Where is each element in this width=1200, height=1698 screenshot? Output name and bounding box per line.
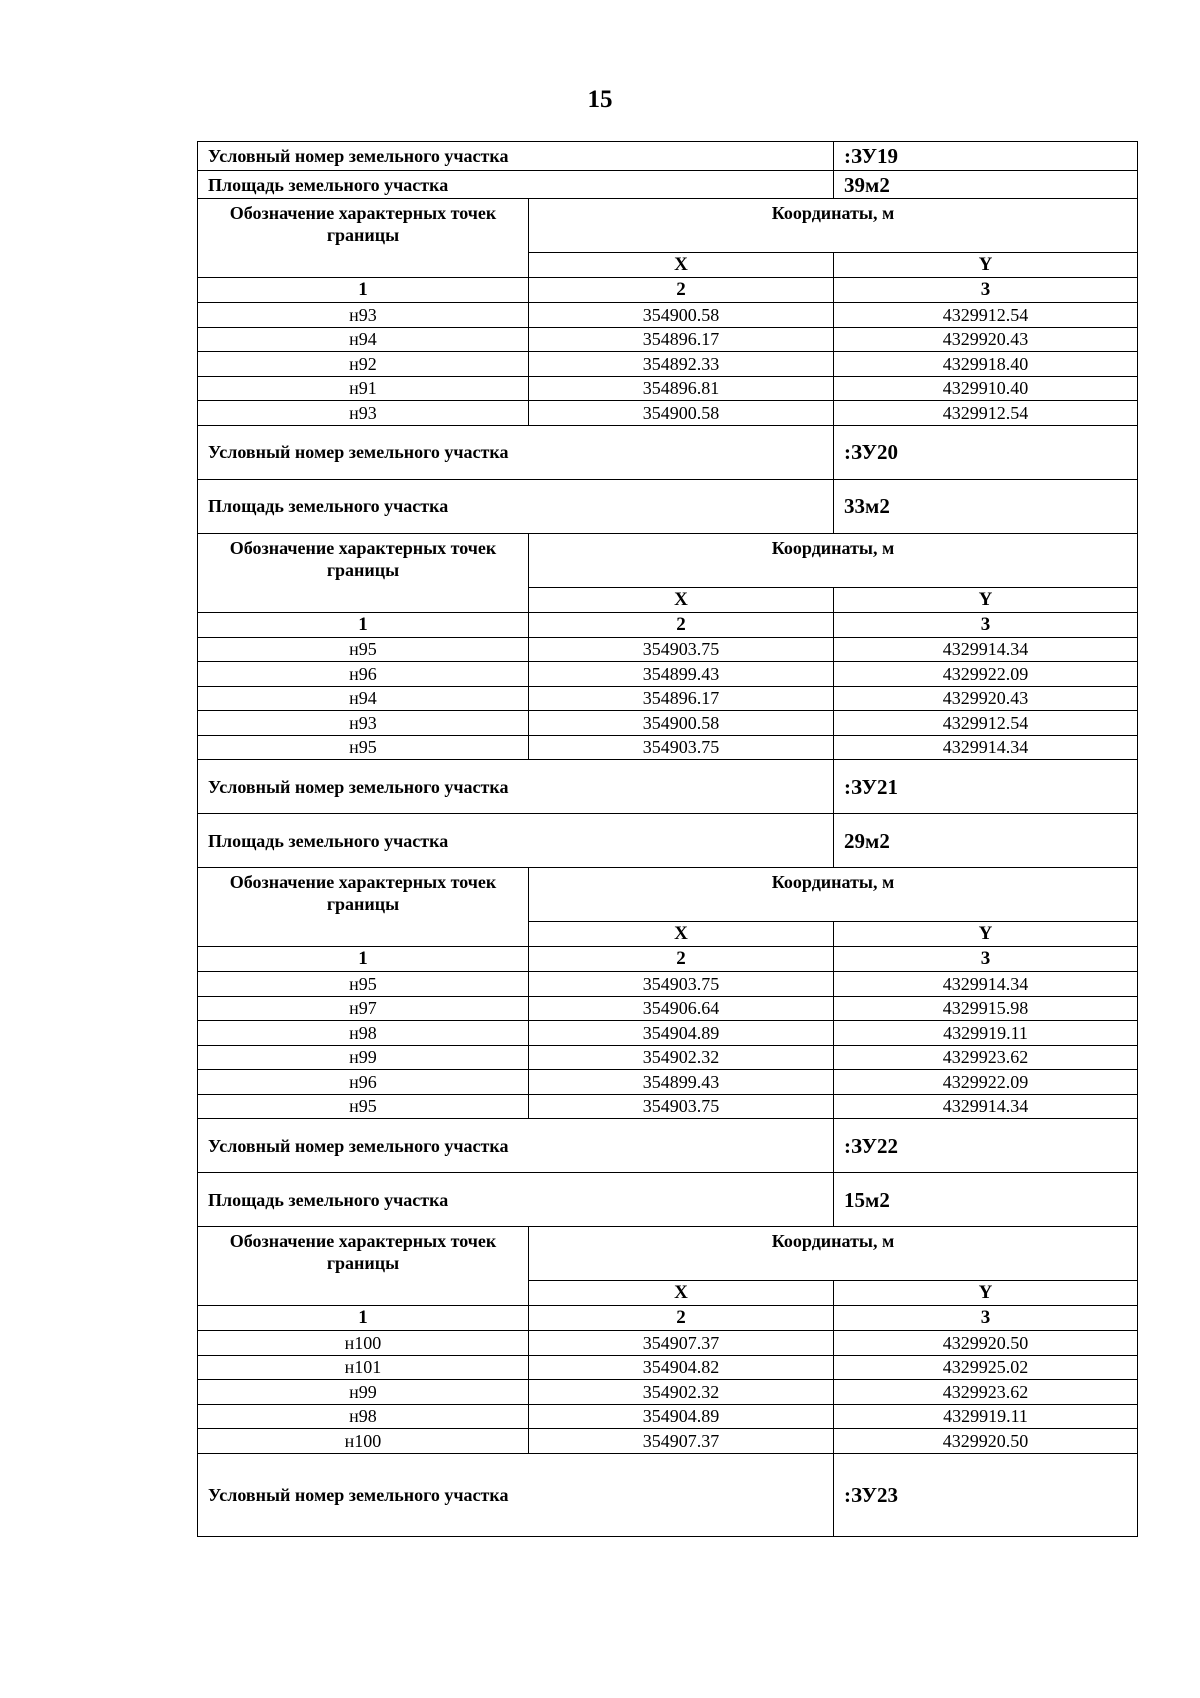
parcel-number-value: :ЗУ20: [834, 425, 1138, 479]
point-y: 4329923.62: [834, 1045, 1138, 1070]
point-name: н96: [198, 1070, 529, 1095]
parcel-area-value: 29м2: [834, 814, 1138, 868]
point-y: 4329918.40: [834, 352, 1138, 377]
point-name: н98: [198, 1021, 529, 1046]
table-row: [198, 662, 1138, 687]
column-number: 3: [834, 947, 1138, 972]
point-y: 4329915.98: [834, 996, 1138, 1021]
point-x: 354903.75: [529, 972, 834, 997]
point-x: 354903.75: [529, 1094, 834, 1119]
parcel-area-row: [198, 814, 1138, 868]
parcel-number-value: :ЗУ23: [834, 1453, 1138, 1536]
column-number: 2: [529, 612, 834, 637]
table-row: [198, 1021, 1138, 1046]
column-number-row: [198, 1306, 1138, 1331]
parcel-number-label: Условный номер земельного участка: [198, 142, 834, 171]
point-x: 354903.75: [529, 735, 834, 760]
point-x: 354902.32: [529, 1380, 834, 1405]
point-name: н95: [198, 637, 529, 662]
point-y: 4329914.34: [834, 735, 1138, 760]
column-number-row: [198, 612, 1138, 637]
parcel-number-row: [198, 760, 1138, 814]
column-number-row: [198, 947, 1138, 972]
point-y: 4329912.54: [834, 401, 1138, 426]
point-y: 4329914.34: [834, 1094, 1138, 1119]
coordinates-header: Координаты, м: [529, 199, 1138, 253]
page-number: 15: [587, 86, 613, 113]
point-y: 4329920.43: [834, 327, 1138, 352]
parcel-area-label: Площадь земельного участка: [198, 479, 834, 533]
point-name: н94: [198, 327, 529, 352]
point-name: н93: [198, 303, 529, 328]
point-y: 4329910.40: [834, 376, 1138, 401]
point-y: 4329925.02: [834, 1355, 1138, 1380]
point-x: 354903.75: [529, 637, 834, 662]
point-x: 354907.37: [529, 1331, 834, 1356]
parcel-number-row: [198, 425, 1138, 479]
parcel-area-label: Площадь земельного участка: [198, 814, 834, 868]
parcel-area-label: Площадь земельного участка: [198, 171, 834, 199]
table-row: [198, 1070, 1138, 1095]
point-y: 4329920.43: [834, 686, 1138, 711]
point-name: н95: [198, 735, 529, 760]
point-name: н93: [198, 711, 529, 736]
table-row: [198, 401, 1138, 426]
parcel-number-row: [198, 1119, 1138, 1173]
point-name: н99: [198, 1380, 529, 1405]
point-y: 4329920.50: [834, 1429, 1138, 1454]
coordinates-header: Координаты, м: [529, 868, 1138, 922]
point-y: 4329912.54: [834, 711, 1138, 736]
table-row: [198, 303, 1138, 328]
table-row: [198, 972, 1138, 997]
coordinates-header-row: [198, 199, 1138, 253]
table-row: [198, 1355, 1138, 1380]
point-name: н98: [198, 1404, 529, 1429]
table-row: [198, 352, 1138, 377]
table-row: [198, 1429, 1138, 1454]
table-row: [198, 376, 1138, 401]
point-name: н96: [198, 662, 529, 687]
column-number: 2: [529, 278, 834, 303]
coordinates-header: Координаты, м: [529, 533, 1138, 587]
point-name: н99: [198, 1045, 529, 1070]
table-row: [198, 1380, 1138, 1405]
parcel-area-row: [198, 479, 1138, 533]
points-designation-header: Обозначение характерных точек границы: [198, 868, 529, 947]
parcel-coordinates-table: [197, 141, 1138, 1537]
point-x: 354906.64: [529, 996, 834, 1021]
point-x: 354896.81: [529, 376, 834, 401]
table-row: [198, 711, 1138, 736]
point-name: н95: [198, 972, 529, 997]
parcel-number-label: Условный номер земельного участка: [198, 1453, 834, 1536]
point-y: 4329919.11: [834, 1404, 1138, 1429]
column-number: 3: [834, 612, 1138, 637]
point-y: 4329914.34: [834, 637, 1138, 662]
parcel-number-label: Условный номер земельного участка: [198, 425, 834, 479]
x-header: X: [529, 253, 834, 278]
point-x: 354900.58: [529, 711, 834, 736]
table-row: [198, 686, 1138, 711]
table-row: [198, 996, 1138, 1021]
point-name: н97: [198, 996, 529, 1021]
y-header: Y: [834, 1281, 1138, 1306]
point-name: н100: [198, 1429, 529, 1454]
points-designation-header: Обозначение характерных точек границы: [198, 533, 529, 612]
point-x: 354899.43: [529, 662, 834, 687]
column-number: 1: [198, 1306, 529, 1331]
table-row: [198, 637, 1138, 662]
point-x: 354896.17: [529, 327, 834, 352]
parcel-area-value: 33м2: [834, 479, 1138, 533]
column-number: 1: [198, 612, 529, 637]
parcel-number-value: :ЗУ21: [834, 760, 1138, 814]
column-number: 3: [834, 278, 1138, 303]
point-name: н91: [198, 376, 529, 401]
point-y: 4329912.54: [834, 303, 1138, 328]
point-name: н100: [198, 1331, 529, 1356]
point-x: 354896.17: [529, 686, 834, 711]
point-y: 4329920.50: [834, 1331, 1138, 1356]
point-name: н92: [198, 352, 529, 377]
parcel-number-row: [198, 1453, 1138, 1536]
table-row: [198, 327, 1138, 352]
column-number: 1: [198, 278, 529, 303]
coordinates-header-row: [198, 868, 1138, 922]
point-name: н101: [198, 1355, 529, 1380]
column-number: 2: [529, 947, 834, 972]
y-header: Y: [834, 253, 1138, 278]
table-row: [198, 1045, 1138, 1070]
point-name: н95: [198, 1094, 529, 1119]
table-row: [198, 1094, 1138, 1119]
parcel-area-label: Площадь земельного участка: [198, 1173, 834, 1227]
point-x: 354904.89: [529, 1021, 834, 1046]
point-name: н94: [198, 686, 529, 711]
parcel-number-label: Условный номер земельного участка: [198, 760, 834, 814]
point-x: 354899.43: [529, 1070, 834, 1095]
table-row: [198, 735, 1138, 760]
points-designation-header: Обозначение характерных точек границы: [198, 199, 529, 278]
parcel-area-row: [198, 1173, 1138, 1227]
point-y: 4329922.09: [834, 1070, 1138, 1095]
coordinates-header-row: [198, 1227, 1138, 1281]
column-number: 1: [198, 947, 529, 972]
column-number-row: [198, 278, 1138, 303]
table-row: [198, 1331, 1138, 1356]
x-header: X: [529, 587, 834, 612]
parcel-area-value: 15м2: [834, 1173, 1138, 1227]
point-x: 354904.82: [529, 1355, 834, 1380]
parcel-number-row: [198, 142, 1138, 171]
y-header: Y: [834, 922, 1138, 947]
point-y: 4329914.34: [834, 972, 1138, 997]
points-designation-header: Обозначение характерных точек границы: [198, 1227, 529, 1306]
point-y: 4329919.11: [834, 1021, 1138, 1046]
column-number: 3: [834, 1306, 1138, 1331]
parcel-area-value: 39м2: [834, 171, 1138, 199]
point-x: 354900.58: [529, 303, 834, 328]
parcel-number-label: Условный номер земельного участка: [198, 1119, 834, 1173]
point-name: н93: [198, 401, 529, 426]
point-x: 354907.37: [529, 1429, 834, 1454]
x-header: X: [529, 922, 834, 947]
point-x: 354892.33: [529, 352, 834, 377]
point-x: 354900.58: [529, 401, 834, 426]
table-row: [198, 1404, 1138, 1429]
coordinates-header-row: [198, 533, 1138, 587]
parcel-number-value: :ЗУ19: [834, 142, 1138, 171]
point-x: 354904.89: [529, 1404, 834, 1429]
point-y: 4329922.09: [834, 662, 1138, 687]
x-header: X: [529, 1281, 834, 1306]
parcel-area-row: [198, 171, 1138, 199]
parcel-number-value: :ЗУ22: [834, 1119, 1138, 1173]
point-x: 354902.32: [529, 1045, 834, 1070]
y-header: Y: [834, 587, 1138, 612]
coordinates-header: Координаты, м: [529, 1227, 1138, 1281]
column-number: 2: [529, 1306, 834, 1331]
point-y: 4329923.62: [834, 1380, 1138, 1405]
